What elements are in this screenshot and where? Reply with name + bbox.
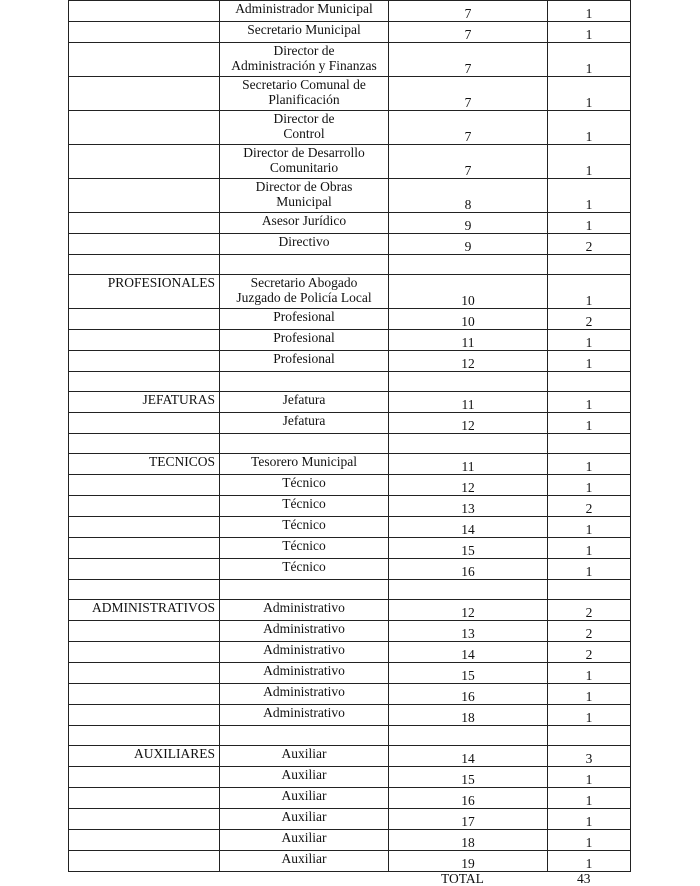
count-cell: 1 [548, 1, 631, 22]
count-cell: 1 [548, 275, 631, 309]
category-cell [69, 179, 220, 213]
category-cell: PROFESIONALES [69, 275, 220, 309]
position-cell [220, 726, 389, 746]
table-row [69, 475, 631, 496]
table-row [69, 538, 631, 559]
category-cell [69, 234, 220, 255]
count-cell: 1 [548, 392, 631, 413]
grade-cell: 14 [389, 746, 548, 767]
category-cell [69, 372, 220, 392]
category-cell [69, 255, 220, 275]
grade-cell: 15 [389, 663, 548, 684]
category-cell [69, 434, 220, 454]
grade-cell: 15 [389, 767, 548, 788]
grade-cell: 18 [389, 705, 548, 726]
category-cell [69, 496, 220, 517]
count-cell [548, 726, 631, 746]
position-cell [220, 580, 389, 600]
spacer-row [69, 372, 631, 392]
table-row [69, 145, 631, 179]
category-cell [69, 1, 220, 22]
count-cell: 3 [548, 746, 631, 767]
grade-cell: 13 [389, 496, 548, 517]
table-row [69, 663, 631, 684]
category-cell [69, 580, 220, 600]
grade-cell [389, 255, 548, 275]
grade-cell: 16 [389, 559, 548, 580]
grade-cell: 12 [389, 600, 548, 621]
table-row [69, 22, 631, 43]
grade-cell: 11 [389, 392, 548, 413]
category-cell [69, 851, 220, 872]
position-cell: Administrativo [220, 642, 389, 663]
category-cell: TECNICOS [69, 454, 220, 475]
count-cell [548, 434, 631, 454]
category-cell [69, 726, 220, 746]
table-row [69, 851, 631, 872]
count-cell [548, 580, 631, 600]
table-row [69, 454, 631, 475]
table-row [69, 213, 631, 234]
count-cell: 1 [548, 538, 631, 559]
count-cell: 1 [548, 330, 631, 351]
count-cell: 1 [548, 830, 631, 851]
table-row [69, 830, 631, 851]
position-cell: Secretario Municipal [220, 22, 389, 43]
category-cell [69, 145, 220, 179]
table-row [69, 275, 631, 309]
table-row [69, 621, 631, 642]
category-cell [69, 517, 220, 538]
spacer-row [69, 255, 631, 275]
count-cell: 1 [548, 413, 631, 434]
position-cell: Técnico [220, 538, 389, 559]
count-cell: 2 [548, 600, 631, 621]
position-cell: Auxiliar [220, 851, 389, 872]
grade-cell: 9 [389, 234, 548, 255]
table-row [69, 684, 631, 705]
position-cell: Auxiliar [220, 809, 389, 830]
position-cell: Técnico [220, 496, 389, 517]
table-row [69, 559, 631, 580]
table-row [69, 179, 631, 213]
grade-cell: 7 [389, 22, 548, 43]
grade-cell: 10 [389, 275, 548, 309]
grade-cell: 7 [389, 145, 548, 179]
category-cell: AUXILIARES [69, 746, 220, 767]
grade-cell: 11 [389, 330, 548, 351]
position-cell: Auxiliar [220, 767, 389, 788]
position-cell: Técnico [220, 559, 389, 580]
table-row [69, 413, 631, 434]
position-cell: Profesional [220, 330, 389, 351]
grade-cell: 16 [389, 684, 548, 705]
position-cell: Técnico [220, 517, 389, 538]
category-cell [69, 330, 220, 351]
category-cell [69, 705, 220, 726]
position-cell [220, 434, 389, 454]
total-label: TOTAL [441, 871, 484, 886]
count-cell: 1 [548, 809, 631, 830]
grade-cell: 12 [389, 351, 548, 372]
position-cell: Auxiliar [220, 788, 389, 809]
category-cell [69, 22, 220, 43]
grade-cell: 14 [389, 517, 548, 538]
count-cell: 1 [548, 111, 631, 145]
category-cell [69, 77, 220, 111]
table-row [69, 788, 631, 809]
category-cell: JEFATURAS [69, 392, 220, 413]
table-row [69, 517, 631, 538]
position-cell: Administrador Municipal [220, 1, 389, 22]
table-row [69, 600, 631, 621]
position-cell: Profesional [220, 309, 389, 330]
count-cell: 1 [548, 705, 631, 726]
grade-cell: 19 [389, 851, 548, 872]
count-cell: 1 [548, 213, 631, 234]
category-cell [69, 538, 220, 559]
position-cell: Técnico [220, 475, 389, 496]
count-cell: 2 [548, 621, 631, 642]
position-cell: Director de Administración y Finanzas [220, 43, 389, 77]
position-cell: Administrativo [220, 684, 389, 705]
position-cell: Administrativo [220, 663, 389, 684]
grade-cell: 9 [389, 213, 548, 234]
category-cell [69, 788, 220, 809]
grade-cell: 13 [389, 621, 548, 642]
table-row [69, 309, 631, 330]
position-cell [220, 255, 389, 275]
count-cell: 1 [548, 454, 631, 475]
position-cell: Director de Desarrollo Comunitario [220, 145, 389, 179]
table-row [69, 77, 631, 111]
category-cell [69, 213, 220, 234]
count-cell [548, 372, 631, 392]
position-cell: Director de Control [220, 111, 389, 145]
grade-cell: 12 [389, 475, 548, 496]
category-cell [69, 830, 220, 851]
category-cell [69, 621, 220, 642]
position-cell: Secretario Abogado Juzgado de Policía Local [220, 275, 389, 309]
grade-cell [389, 372, 548, 392]
grade-cell: 7 [389, 1, 548, 22]
table-row [69, 642, 631, 663]
category-cell [69, 809, 220, 830]
position-cell: Administrativo [220, 705, 389, 726]
count-cell: 1 [548, 559, 631, 580]
staff-grade-table [68, 0, 631, 872]
spacer-row [69, 434, 631, 454]
count-cell: 1 [548, 77, 631, 111]
category-cell [69, 309, 220, 330]
grade-cell: 10 [389, 309, 548, 330]
grade-cell: 7 [389, 111, 548, 145]
grade-cell: 12 [389, 413, 548, 434]
count-cell [548, 255, 631, 275]
count-cell: 1 [548, 767, 631, 788]
position-cell: Administrativo [220, 600, 389, 621]
position-cell: Secretario Comunal de Planificación [220, 77, 389, 111]
category-cell [69, 351, 220, 372]
position-cell: Tesorero Municipal [220, 454, 389, 475]
category-cell [69, 475, 220, 496]
spacer-row [69, 580, 631, 600]
count-cell: 2 [548, 642, 631, 663]
table-row [69, 496, 631, 517]
category-cell [69, 767, 220, 788]
category-cell [69, 559, 220, 580]
count-cell: 1 [548, 788, 631, 809]
grade-cell [389, 580, 548, 600]
grade-cell: 17 [389, 809, 548, 830]
table-row [69, 705, 631, 726]
category-cell [69, 684, 220, 705]
position-cell: Jefatura [220, 413, 389, 434]
count-cell: 1 [548, 43, 631, 77]
total-value: 43 [577, 871, 591, 886]
grade-cell: 16 [389, 788, 548, 809]
position-cell: Administrativo [220, 621, 389, 642]
count-cell: 2 [548, 234, 631, 255]
category-cell [69, 111, 220, 145]
count-cell: 1 [548, 517, 631, 538]
position-cell: Auxiliar [220, 830, 389, 851]
table-row [69, 111, 631, 145]
count-cell: 1 [548, 22, 631, 43]
position-cell: Asesor Jurídico [220, 213, 389, 234]
table-row [69, 234, 631, 255]
table-row [69, 330, 631, 351]
count-cell: 1 [548, 179, 631, 213]
table-row [69, 43, 631, 77]
grade-cell [389, 434, 548, 454]
grade-cell: 8 [389, 179, 548, 213]
grade-cell: 11 [389, 454, 548, 475]
grade-cell: 7 [389, 77, 548, 111]
category-cell [69, 43, 220, 77]
position-cell: Directivo [220, 234, 389, 255]
count-cell: 1 [548, 351, 631, 372]
table-row [69, 1, 631, 22]
grade-cell: 18 [389, 830, 548, 851]
category-cell [69, 663, 220, 684]
position-cell: Auxiliar [220, 746, 389, 767]
table-row [69, 746, 631, 767]
count-cell: 2 [548, 496, 631, 517]
category-cell [69, 642, 220, 663]
position-cell: Jefatura [220, 392, 389, 413]
count-cell: 1 [548, 851, 631, 872]
grade-cell: 15 [389, 538, 548, 559]
table-row [69, 809, 631, 830]
count-cell: 1 [548, 684, 631, 705]
grade-cell: 7 [389, 43, 548, 77]
table-row [69, 351, 631, 372]
grade-cell [389, 726, 548, 746]
count-cell: 2 [548, 309, 631, 330]
grade-cell: 14 [389, 642, 548, 663]
position-cell [220, 372, 389, 392]
table-row [69, 392, 631, 413]
category-cell: ADMINISTRATIVOS [69, 600, 220, 621]
count-cell: 1 [548, 475, 631, 496]
count-cell: 1 [548, 663, 631, 684]
position-cell: Profesional [220, 351, 389, 372]
category-cell [69, 413, 220, 434]
spacer-row [69, 726, 631, 746]
count-cell: 1 [548, 145, 631, 179]
position-cell: Director de Obras Municipal [220, 179, 389, 213]
table-row [69, 767, 631, 788]
